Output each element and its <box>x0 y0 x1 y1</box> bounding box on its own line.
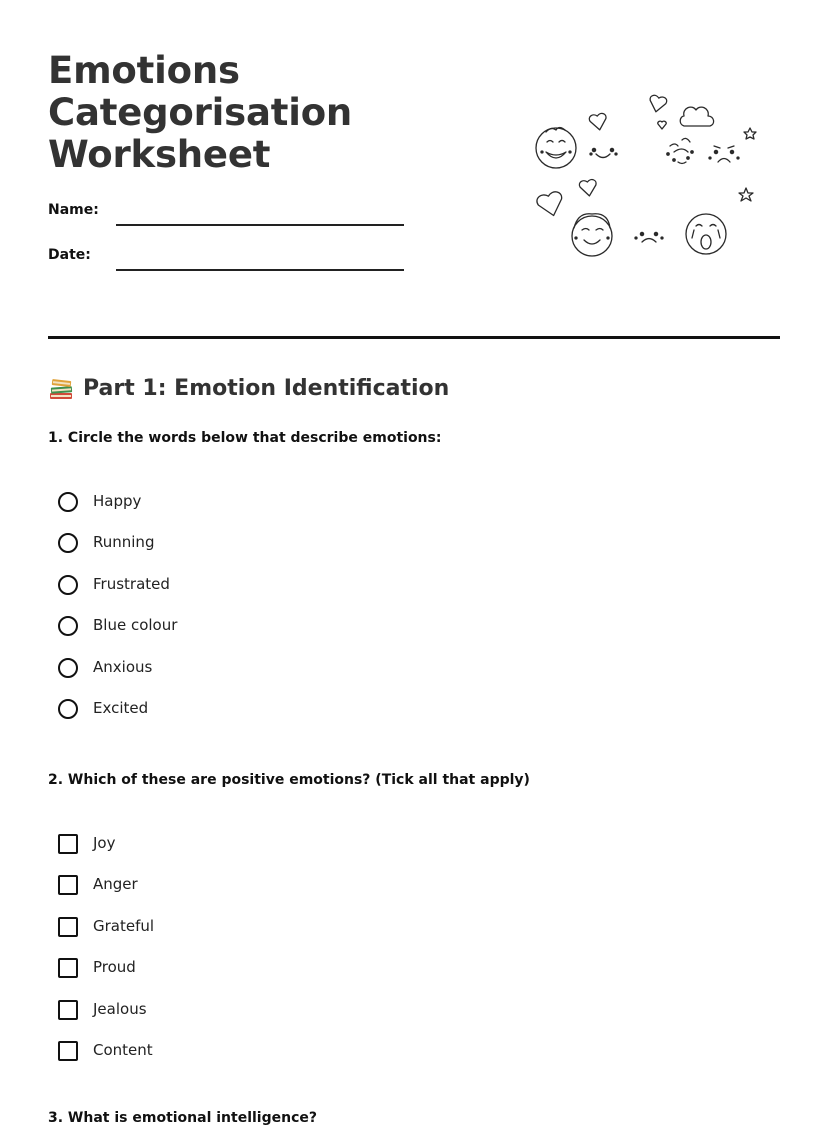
cloud-doodle <box>680 107 713 126</box>
option-label: Grateful <box>93 916 155 935</box>
smile-doodle <box>596 154 610 158</box>
option-label: Jealous <box>93 999 147 1018</box>
title-line-2: Categorisation <box>48 91 353 134</box>
crying-face-doodle <box>670 138 690 146</box>
shocked-face-doodle <box>686 214 726 254</box>
sad-face-doodle-2 <box>642 239 656 243</box>
checkbox[interactable] <box>58 834 78 854</box>
checkbox[interactable] <box>58 1041 78 1061</box>
option-label: Proud <box>93 958 136 977</box>
option-label: Excited <box>93 698 149 717</box>
name-field-row <box>48 202 408 230</box>
list-item <box>58 1000 154 1041</box>
star-doodle-2 <box>739 188 753 201</box>
title-line-3: Worksheet <box>48 133 271 176</box>
option-label: Frustrated <box>93 574 170 593</box>
question-1-text: 1. Circle the words below that describe emotions: <box>48 430 442 446</box>
option-label: Content <box>93 1040 153 1059</box>
list-item <box>58 616 177 657</box>
circle-option-marker[interactable] <box>58 658 78 678</box>
title-line-1: Emotions <box>48 49 240 92</box>
date-input-line[interactable] <box>116 269 404 271</box>
section-divider <box>48 336 780 339</box>
option-label: Anger <box>93 875 138 894</box>
list-item <box>58 699 177 740</box>
books-icon <box>48 376 74 402</box>
checkbox[interactable] <box>58 1000 78 1020</box>
heart-doodle-2 <box>648 95 668 114</box>
date-label: Date: <box>48 247 91 263</box>
star-doodle-1 <box>744 128 756 139</box>
circle-option-marker[interactable] <box>58 699 78 719</box>
heart-doodle-5 <box>536 190 566 218</box>
option-label: Joy <box>93 834 116 852</box>
checkbox[interactable] <box>58 917 78 937</box>
sad-face-doodle-1 <box>718 159 730 163</box>
option-label: Blue colour <box>93 616 178 635</box>
heart-doodle-3 <box>658 121 666 129</box>
heart-doodle-1 <box>589 113 608 132</box>
happy-face-2 <box>572 216 612 256</box>
name-label: Name: <box>48 202 99 218</box>
circle-option-marker[interactable] <box>58 575 78 595</box>
date-field-row <box>48 247 408 275</box>
question-2-options <box>58 834 154 1082</box>
checkbox[interactable] <box>58 958 78 978</box>
circle-option-marker[interactable] <box>58 533 78 553</box>
heart-doodle-4 <box>579 179 598 197</box>
option-label: Anxious <box>93 657 153 676</box>
checkbox[interactable] <box>58 875 78 895</box>
list-item <box>58 875 154 916</box>
question-3-text: 3. What is emotional intelligence? <box>48 1110 318 1126</box>
emotion-faces-doodle-icon <box>528 88 768 260</box>
happy-face-1 <box>536 128 576 168</box>
list-item <box>58 958 154 999</box>
name-input-line[interactable] <box>116 224 404 226</box>
list-item <box>58 658 177 699</box>
list-item <box>58 917 154 958</box>
list-item <box>58 575 177 616</box>
list-item <box>58 492 177 533</box>
question-1-options <box>58 492 177 740</box>
list-item <box>58 533 177 574</box>
list-item <box>58 1041 154 1082</box>
circle-option-marker[interactable] <box>58 492 78 512</box>
part1-heading-text: Part 1: Emotion Identification <box>83 376 450 401</box>
worksheet-title <box>48 50 352 176</box>
option-label: Happy <box>93 492 142 510</box>
part1-heading <box>48 374 449 404</box>
option-label: Running <box>93 533 155 552</box>
list-item <box>58 834 154 875</box>
circle-option-marker[interactable] <box>58 616 78 636</box>
question-2-text: 2. Which of these are positive emotions? (Tick all that apply) <box>48 772 530 788</box>
